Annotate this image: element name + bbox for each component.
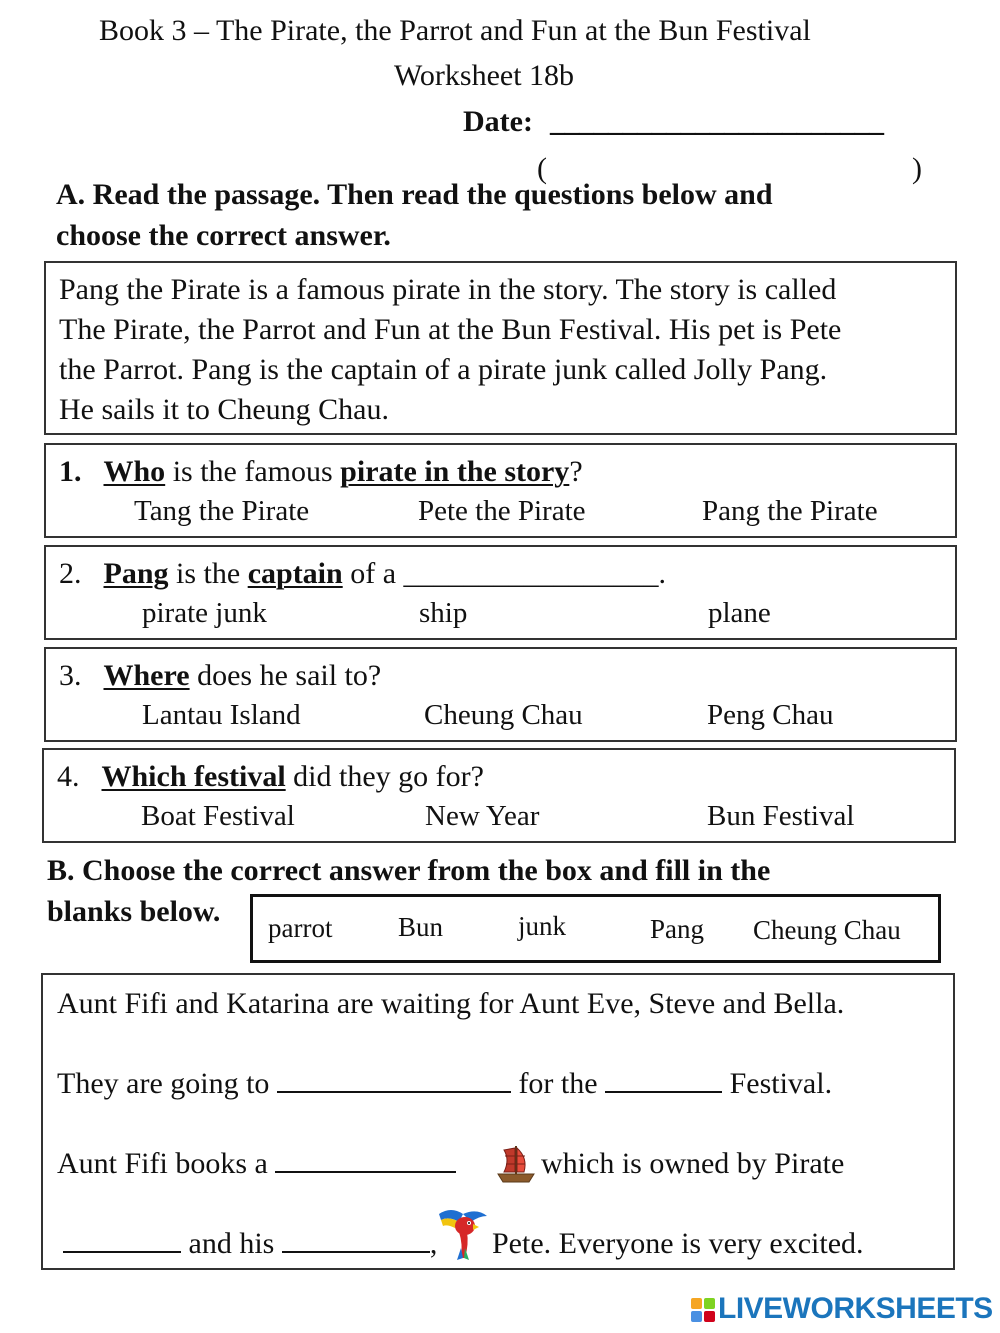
word-box-item[interactable]: Cheung Chau: [753, 915, 901, 945]
blank-field[interactable]: [63, 1227, 181, 1253]
date-label: Date:: [463, 105, 533, 138]
question-2-text: [59, 557, 666, 591]
question-text: does he sail to?: [189, 659, 382, 692]
blank-field[interactable]: [282, 1227, 430, 1253]
answer-option[interactable]: New Year: [425, 800, 540, 832]
question-keyword: Where: [103, 659, 190, 692]
word-box: [250, 894, 941, 963]
question-keyword: Which festival: [101, 760, 286, 793]
section-b-instruction-line2: blanks below.: [47, 895, 221, 928]
question-keyword: captain: [247, 557, 343, 590]
section-a-instruction: A. Read the passage. Then read the questions below and: [56, 178, 773, 211]
liveworksheets-logo-icon: [690, 1297, 716, 1323]
paren-close: ): [912, 152, 922, 185]
section-b-instruction: B. Choose the correct answer from the box and fill in the: [47, 854, 771, 887]
answer-option[interactable]: Pang the Pirate: [702, 495, 878, 527]
question-number: 2.: [59, 557, 82, 590]
word-box-item[interactable]: junk: [518, 911, 567, 941]
answer-option[interactable]: Cheung Chau: [424, 699, 583, 731]
sentence-text: They are going to: [57, 1067, 277, 1100]
question-number: 3.: [59, 659, 82, 692]
sentence-text: for the: [510, 1067, 606, 1100]
parrot-icon: [433, 1204, 491, 1262]
section-a-instruction-line2: choose the correct answer.: [56, 219, 391, 252]
passage-line: He sails it to Cheung Chau.: [59, 393, 389, 426]
question-1-text: [59, 455, 583, 489]
sentence-4-end: Pete. Everyone is very excited.: [492, 1227, 864, 1260]
fill-in-box: [41, 973, 955, 1270]
sentence-4: [63, 1227, 437, 1261]
word-box-item[interactable]: parrot: [268, 913, 333, 943]
answer-option[interactable]: Bun Festival: [707, 800, 855, 832]
answer-option[interactable]: Tang the Pirate: [134, 495, 310, 527]
passage-box: [44, 261, 957, 435]
question-keyword: Who: [103, 455, 166, 488]
sentence-text: ,: [429, 1227, 438, 1260]
sentence-3: [57, 1147, 456, 1181]
sentence-text: Aunt Fifi books a: [57, 1147, 276, 1180]
question-number: 4.: [57, 760, 80, 793]
sentence-3-end: which is owned by Pirate: [541, 1147, 845, 1180]
word-box-item[interactable]: Pang: [650, 914, 704, 944]
blank-field[interactable]: [275, 1147, 456, 1173]
question-keyword: pirate in the story: [340, 455, 570, 488]
question-number: 1.: [59, 455, 82, 488]
question-text: of a _________________.: [342, 557, 667, 590]
paren-open: (: [537, 152, 547, 185]
passage-line: The Pirate, the Parrot and Fun at the Bun Festival. His pet is Pete: [59, 313, 842, 346]
blank-field[interactable]: [605, 1067, 722, 1093]
question-4-text: [57, 760, 484, 794]
answer-option[interactable]: Pete the Pirate: [418, 495, 586, 527]
question-text: ?: [569, 455, 583, 488]
question-keyword: Pang: [103, 557, 169, 590]
sentence-1: Aunt Fifi and Katarina are waiting for Aunt Eve, Steve and Bella.: [57, 987, 845, 1020]
question-text: is the famous: [165, 455, 341, 488]
question-2-box: [44, 545, 957, 640]
passage-line: Pang the Pirate is a famous pirate in the story. The story is called: [59, 273, 837, 306]
answer-option[interactable]: ship: [419, 597, 468, 629]
question-3-text: [59, 659, 381, 693]
question-4-box: [42, 748, 956, 843]
date-field[interactable]: _______________________: [550, 105, 884, 138]
question-text: is the: [168, 557, 248, 590]
answer-option[interactable]: Lantau Island: [142, 699, 301, 731]
question-text: did they go for?: [285, 760, 484, 793]
sentence-2: [57, 1067, 832, 1101]
question-3-box: [44, 647, 957, 742]
worksheet-subtitle: Worksheet 18b: [394, 59, 575, 92]
sentence-text: Festival.: [722, 1067, 833, 1100]
liveworksheets-logo-text: LIVEWORKSHEETS: [718, 1292, 993, 1325]
question-1-box: [44, 443, 957, 538]
worksheet-title: Book 3 – The Pirate, the Parrot and Fun at the Bun Festival: [99, 14, 811, 47]
sentence-text: and his: [181, 1227, 282, 1260]
answer-option[interactable]: Peng Chau: [707, 699, 834, 731]
junk-boat-icon: [494, 1142, 538, 1186]
answer-option[interactable]: plane: [708, 597, 771, 629]
passage-line: the Parrot. Pang is the captain of a pirate junk called Jolly Pang.: [59, 353, 828, 386]
word-box-item[interactable]: Bun: [398, 912, 444, 942]
answer-option[interactable]: pirate junk: [142, 597, 267, 629]
blank-field[interactable]: [277, 1067, 511, 1093]
answer-option[interactable]: Boat Festival: [141, 800, 295, 832]
